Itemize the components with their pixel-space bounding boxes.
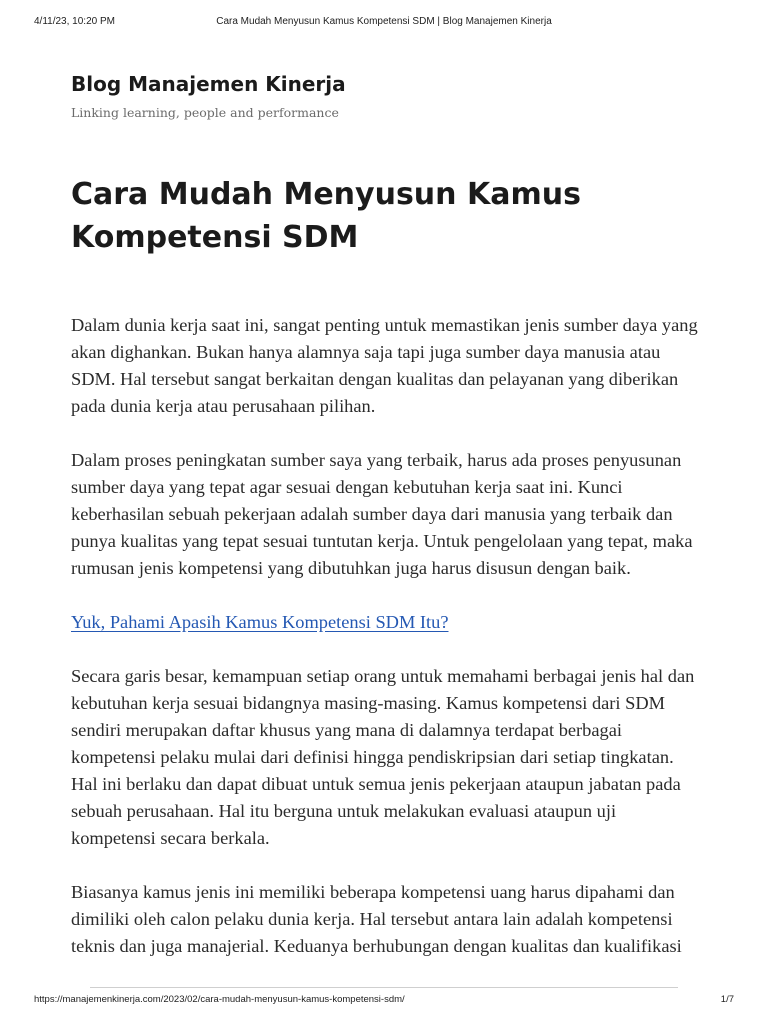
post-content xyxy=(71,312,699,987)
paragraph: Dalam dunia kerja saat ini, sangat penting untuk memastikan jenis sumber daya yang akan dighankan. Bukan hanya alamnya saja tapi juga sumber daya manusia atau SDM. Hal tersebut sangat berkaitan dengan kualitas dan pelayanan yang diberikan pada dunia kerja atau perusahaan pilihan. xyxy=(71,315,698,416)
print-url[interactable]: https://manajemenkinerja.com/2023/02/cara-mudah-menyusun-kamus-kompetensi-sdm/ xyxy=(34,994,405,1005)
site-tagline: Linking learning, people and performance xyxy=(71,105,339,120)
print-header xyxy=(34,16,734,30)
paragraph: Biasanya kamus jenis ini memiliki beberapa kompetensi uang harus dipahami dan dimiliki oleh calon pelaku dunia kerja. Hal tersebut antara lain adalah kompetensi teknis dan juga manajerial. Keduanya berhubungan dengan kualitas dan kualifikasi xyxy=(71,882,682,956)
site-title[interactable]: Blog Manajemen Kinerja xyxy=(71,72,346,96)
print-footer xyxy=(34,994,734,1008)
print-page-title: Cara Mudah Menyusun Kamus Kompetensi SDM | Blog Manajemen Kinerja xyxy=(216,16,552,27)
footer-divider xyxy=(90,987,678,988)
paragraph: Secara garis besar, kemampuan setiap orang untuk memahami berbagai jenis hal dan kebutuhan kerja sesuai bidangnya masing-masing. Kamus kompetensi dari SDM sendiri merupakan daftar khusus yang mana di dalamnya terdapat berbagai kompetensi pelaku mulai dari definisi hingga pendiskripsian dari setiap tingkatan. Hal ini berlaku dan dapat dibuat untuk semua jenis pekerjaan ataupun jabatan pada sebuah perusahaan. Hal itu berguna untuk melakukan evaluasi ataupun uji kompetensi secara berkala. xyxy=(71,666,695,848)
page-number: 1/7 xyxy=(720,994,734,1005)
post-title: Cara Mudah Menyusun Kamus Kompetensi SDM xyxy=(71,177,581,255)
paragraph: Dalam proses peningkatan sumber saya yang terbaik, harus ada proses penyusunan sumber daya yang tepat agar sesuai dengan kebutuhan kerja saat ini. Kunci keberhasilan sebuah pekerjaan adalah sumber daya dari manusia yang terbaik dan punya kualitas yang tepat sesuai tuntutan kerja. Untuk pengelolaan yang tepat, maka rumusan jenis kompetensi yang dibutuhkan juga harus disusun dengan baik. xyxy=(71,450,693,578)
section-heading-link[interactable]: Yuk, Pahami Apasih Kamus Kompetensi SDM Itu? xyxy=(71,612,449,632)
print-datetime: 4/11/23, 10:20 PM xyxy=(34,16,115,27)
